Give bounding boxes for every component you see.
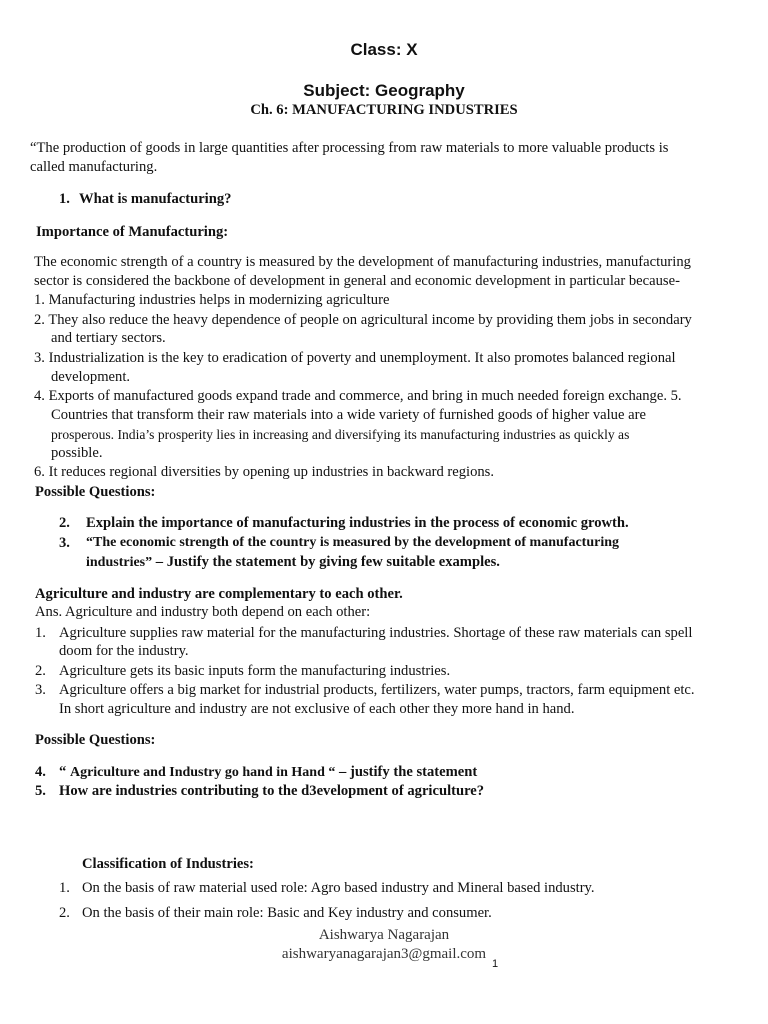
importance-point-4b: Countries that transform their raw materials into a wide variety of furnished goods of higher value are [51,407,646,423]
question-3-number: 3. [59,535,70,551]
classification-item-1: On the basis of raw material used role: Agro based industry and Mineral based industry. [82,880,595,896]
importance-point-1: 1. Manufacturing industries helps in modernizing agriculture [34,292,390,308]
page-number: 1 [492,958,499,970]
question-3-justify: – Justify the statement by giving few suitable examples. [152,554,500,570]
footer-author: Aishwarya Nagarajan [318,927,450,943]
chapter-title: Ch. 6: MANUFACTURING INDUSTRIES [250,102,518,118]
agri-item-1-number: 1. [35,625,46,641]
possible-questions-heading-2: Possible Questions: [35,732,156,748]
question-4-number: 4. [35,764,46,780]
possible-questions-heading-1: Possible Questions: [35,484,156,500]
subject-title: Subject: Geography [303,81,465,100]
agri-item-2-number: 2. [35,663,46,679]
importance-intro-1: The economic strength of a country is measured by the development of manufacturing industries, manufacturing [34,254,691,270]
agri-item-3-number: 3. [35,682,46,698]
question-1: What is manufacturing? [79,191,232,207]
importance-point-6: 6. It reduces regional diversities by opening up industries in backward regions. [34,464,494,480]
definition-line-1: “The production of goods in large quantities after processing from raw materials to more valuable products is [30,140,669,156]
importance-point-4d: possible. [51,445,103,461]
importance-intro-2: sector is considered the backbone of development in general and economic development in particular because- [34,273,680,289]
importance-point-3b: development. [51,369,131,385]
question-1-number: 1. [59,191,70,207]
question-2: Explain the importance of manufacturing industries in the process of economic growth. [86,515,629,531]
agri-item-2-a: Agriculture gets its basic inputs form the manufacturing industries. [59,663,451,679]
classification-heading: Classification of Industries: [82,856,254,872]
definition-line-2: called manufacturing. [30,159,158,175]
importance-point-4c: prosperous. India’s prosperity lies in increasing and diversifying its manufacturing industries as quickly as [51,427,630,442]
classification-item-2: On the basis of their main role: Basic and Key industry and consumer. [82,905,492,921]
classification-item-2-number: 2. [59,905,70,921]
question-3-line-1: “The economic strength of the country is measured by the development of manufacturing [86,535,620,550]
agri-item-3-b: In short agriculture and industry are not exclusive of each other they more hand in hand. [59,701,575,717]
class-title: Class: X [350,40,418,59]
question-2-number: 2. [59,515,70,531]
question-4 [59,764,477,781]
agri-heading: Agriculture and industry are complementary to each other. [35,586,403,602]
agri-answer: Ans. Agriculture and industry both depend on each other: [35,604,371,620]
importance-point-2a: 2. They also reduce the heavy dependence of people on agricultural income by providing them jobs in secondary [34,312,692,328]
question-5-number: 5. [35,783,46,799]
agri-item-1-b: doom for the industry. [59,643,189,659]
agri-item-3-a: Agriculture offers a big market for industrial products, fertilizers, water pumps, tractors, farm equipment etc. [59,682,695,698]
question-4-justify: – justify the statement [335,764,478,780]
importance-heading: Importance of Manufacturing: [36,224,229,240]
question-4-statement: Agriculture and Industry go hand in Hand “ [69,765,336,780]
agri-item-1-a: Agriculture supplies raw material for the manufacturing industries. Shortage of these raw materials can spell [59,625,693,641]
question-5: How are industries contributing to the d3evelopment of agriculture? [59,783,485,799]
footer-email: aishwaryanagarajan3@gmail.com [281,946,487,962]
question-3-industries: industries” [86,555,153,570]
importance-point-3a: 3. Industrialization is the key to eradication of poverty and unemployment. It also promotes balanced regional [34,350,676,366]
importance-point-4a: 4. Exports of manufactured goods expand trade and commerce, and bring in much needed foreign exchange. 5. [34,388,682,404]
question-3-line-2 [86,554,500,571]
question-4-open-quote: “ [59,764,70,780]
classification-item-1-number: 1. [59,880,70,896]
importance-point-2b: and tertiary sectors. [51,330,166,346]
